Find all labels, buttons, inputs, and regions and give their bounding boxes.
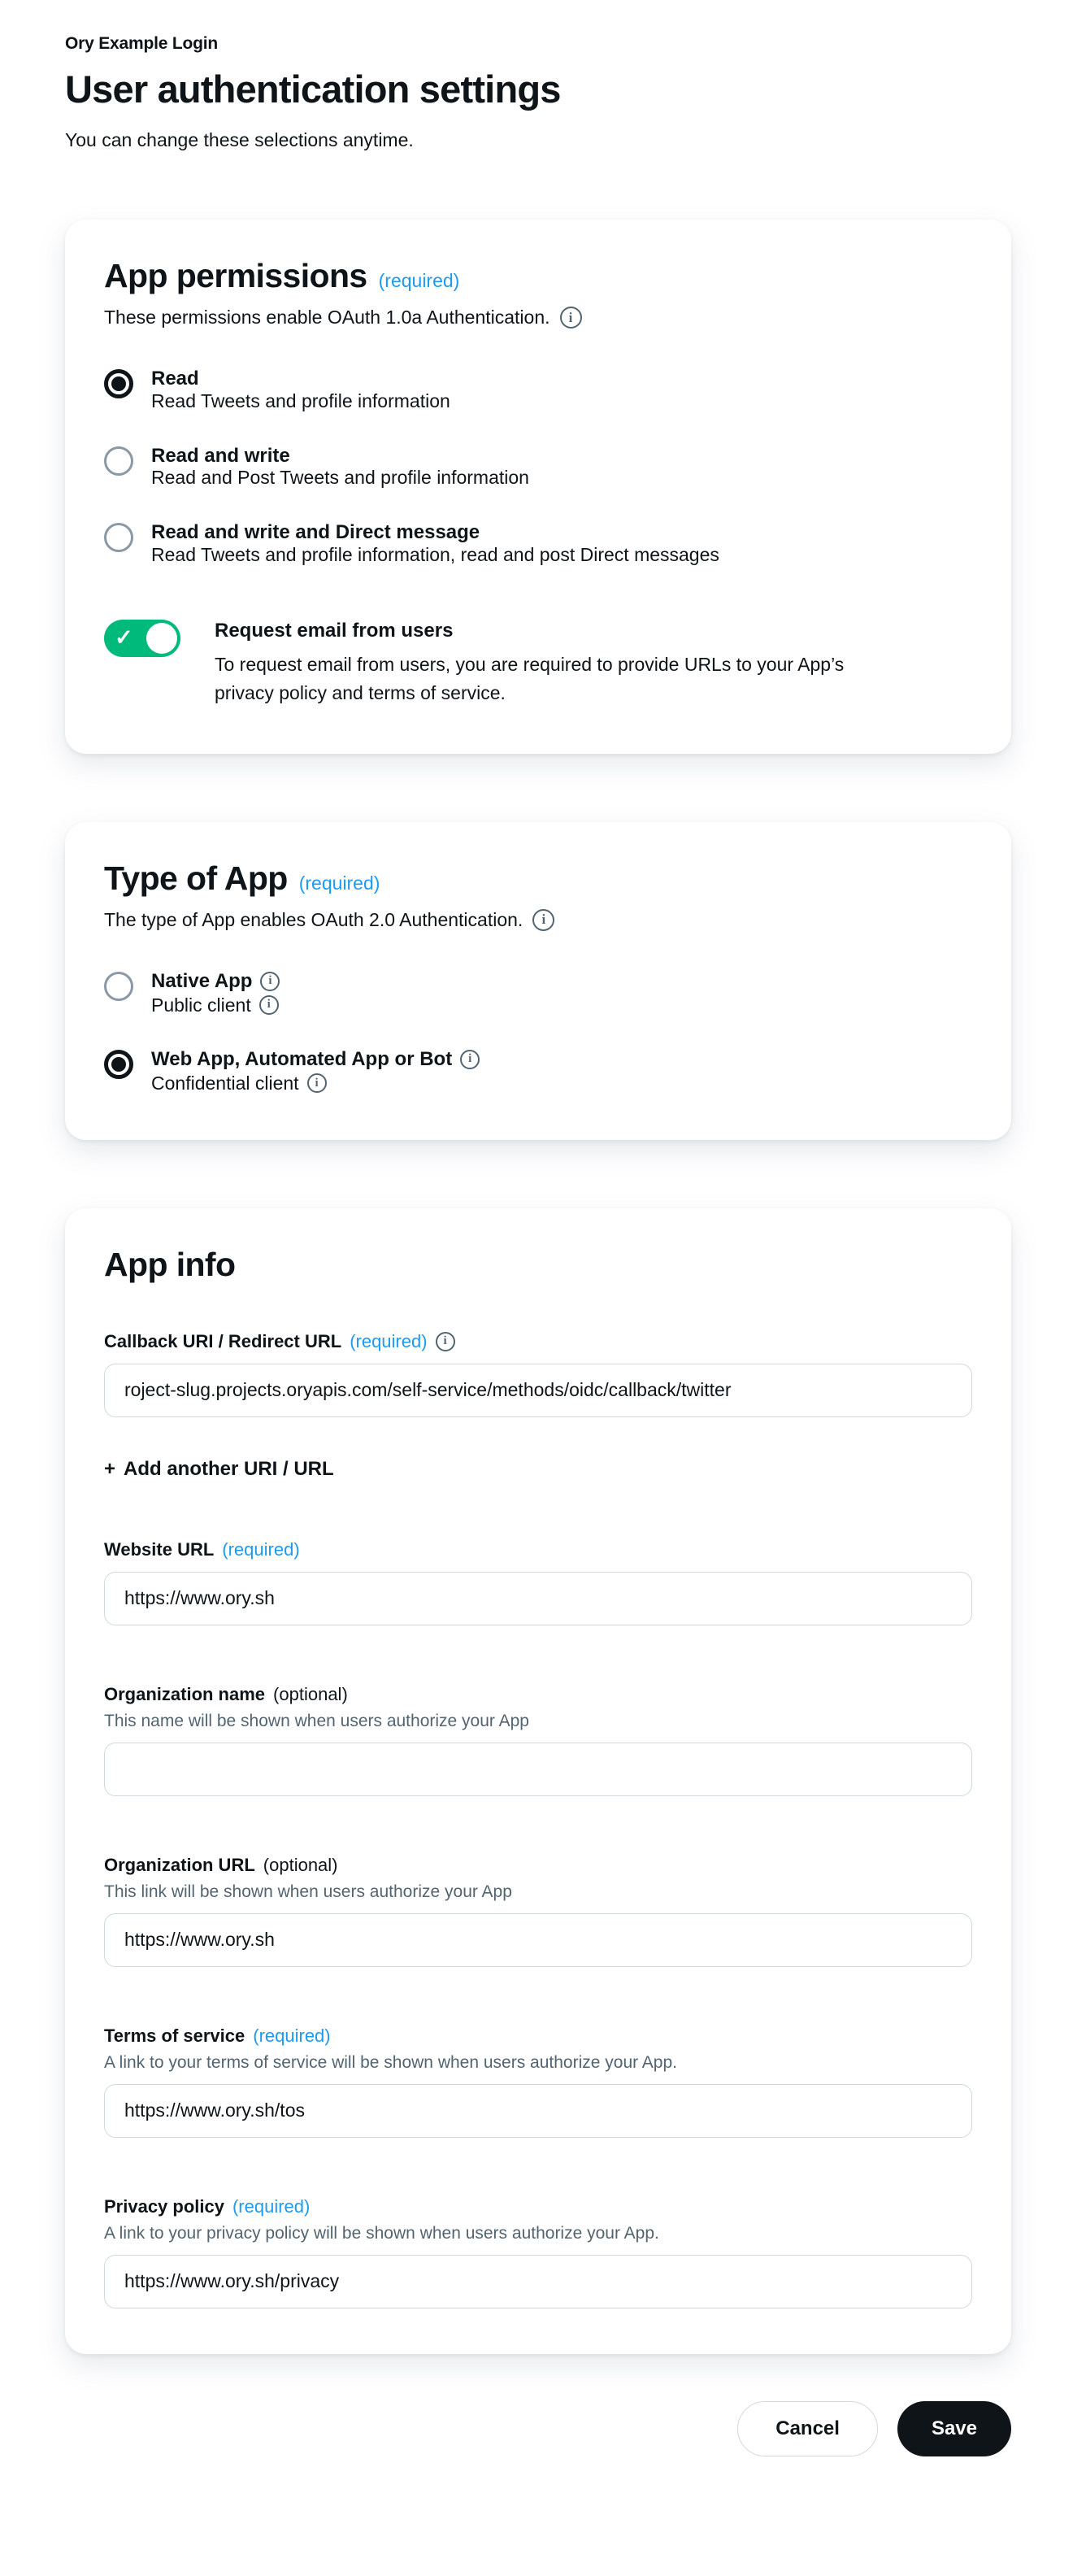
radio-description: Read Tweets and profile information, read and post Direct messages — [151, 543, 719, 565]
radio-option-read[interactable] — [104, 368, 972, 412]
request-email-label: Request email from users — [215, 619, 454, 642]
website-url-input[interactable] — [104, 1572, 972, 1625]
radio-label: Read and write and Direct message — [151, 521, 480, 543]
radio-label: Web App, Automated App or Bot — [151, 1048, 453, 1071]
privacy-policy-input[interactable] — [104, 2255, 972, 2308]
radio-label: Read — [151, 368, 199, 389]
radio-description: Read and Post Tweets and profile information — [151, 467, 529, 489]
check-icon: ✓ — [115, 624, 133, 650]
radio-icon[interactable] — [104, 446, 133, 476]
page-title: User authentication settings — [65, 67, 561, 111]
callback-uri-label: Callback URI / Redirect URL — [104, 1330, 342, 1351]
organization-name-field-group — [104, 1684, 972, 1796]
type-of-app-card — [65, 822, 1011, 1140]
main-content — [65, 0, 1011, 2505]
radio-option-native-app[interactable] — [104, 970, 972, 1016]
callback-uri-input[interactable] — [104, 1364, 972, 1417]
save-button[interactable]: Save — [897, 2401, 1011, 2456]
radio-sublabel: Confidential client — [151, 1073, 299, 1094]
terms-of-service-input[interactable] — [104, 2084, 972, 2138]
organization-name-input[interactable] — [104, 1743, 972, 1796]
type-of-app-heading: Type of App — [104, 859, 288, 897]
privacy-policy-helper: A link to your privacy policy will be shown when users authorize your App. — [104, 2223, 659, 2243]
organization-url-label: Organization URL — [104, 1854, 255, 1875]
request-email-row — [104, 620, 972, 708]
info-icon[interactable]: i — [460, 1050, 480, 1069]
plus-icon: + — [104, 1457, 116, 1480]
info-icon[interactable]: i — [560, 307, 582, 329]
add-uri-button[interactable] — [104, 1458, 334, 1481]
radio-icon[interactable] — [104, 523, 133, 552]
app-name: Ory Example Login — [65, 34, 218, 53]
required-tag: (required) — [378, 270, 460, 291]
privacy-policy-field-group — [104, 2196, 972, 2308]
website-url-label: Website URL — [104, 1538, 215, 1560]
radio-sublabel: Public client — [151, 994, 251, 1016]
callback-uri-field-group — [104, 1331, 972, 1417]
info-icon[interactable]: i — [307, 1073, 327, 1093]
radio-description: Read Tweets and profile information — [151, 389, 450, 411]
info-icon[interactable]: i — [532, 909, 554, 931]
organization-name-label: Organization name — [104, 1683, 266, 1704]
type-of-app-radio-group — [104, 970, 972, 1094]
required-tag: (required) — [253, 2025, 331, 2046]
request-email-toggle[interactable] — [104, 620, 180, 657]
app-info-card — [65, 1208, 1011, 2354]
organization-name-helper: This name will be shown when users authorize your App — [104, 1711, 529, 1730]
required-tag: (required) — [232, 2195, 311, 2217]
terms-of-service-helper: A link to your terms of service will be shown when users authorize your App. — [104, 2052, 677, 2072]
radio-option-read-write[interactable] — [104, 445, 972, 490]
optional-tag: (optional) — [263, 1854, 338, 1875]
add-uri-label: Add another URI / URL — [124, 1457, 334, 1480]
page-subtitle: You can change these selections anytime. — [65, 129, 414, 150]
app-permissions-subtitle: These permissions enable OAuth 1.0a Authentication. — [104, 307, 550, 328]
required-tag: (required) — [222, 1538, 300, 1560]
request-email-description: To request email from users, you are required to provide URLs to your App’s privacy policy and terms of service. — [215, 653, 845, 704]
organization-url-helper: This link will be shown when users authorize your App — [104, 1882, 512, 1901]
radio-label: Read and write — [151, 444, 290, 467]
terms-of-service-label: Terms of service — [104, 2025, 245, 2046]
required-tag: (required) — [350, 1330, 428, 1351]
type-of-app-subtitle: The type of App enables OAuth 2.0 Authentication. — [104, 908, 523, 930]
terms-of-service-field-group — [104, 2026, 972, 2138]
app-permissions-card — [65, 220, 1011, 754]
radio-option-web-app[interactable] — [104, 1048, 972, 1094]
website-url-field-group — [104, 1539, 972, 1625]
required-tag: (required) — [298, 872, 380, 894]
info-icon[interactable]: i — [259, 995, 279, 1015]
radio-icon[interactable] — [104, 1050, 133, 1079]
footer-actions — [65, 2401, 1011, 2505]
app-info-heading: App info — [104, 1245, 236, 1283]
organization-url-input[interactable] — [104, 1913, 972, 1967]
cancel-button[interactable]: Cancel — [737, 2401, 878, 2456]
radio-label: Native App — [151, 969, 253, 992]
privacy-policy-label: Privacy policy — [104, 2195, 224, 2217]
app-permissions-radio-group — [104, 368, 972, 566]
organization-url-field-group — [104, 1855, 972, 1967]
info-icon[interactable]: i — [436, 1332, 455, 1351]
radio-option-read-write-dm[interactable] — [104, 521, 972, 566]
radio-icon[interactable] — [104, 972, 133, 1001]
info-icon[interactable]: i — [260, 972, 280, 991]
toggle-knob — [146, 623, 177, 654]
optional-tag: (optional) — [273, 1683, 348, 1704]
radio-icon[interactable] — [104, 369, 133, 398]
app-permissions-heading: App permissions — [104, 257, 367, 294]
